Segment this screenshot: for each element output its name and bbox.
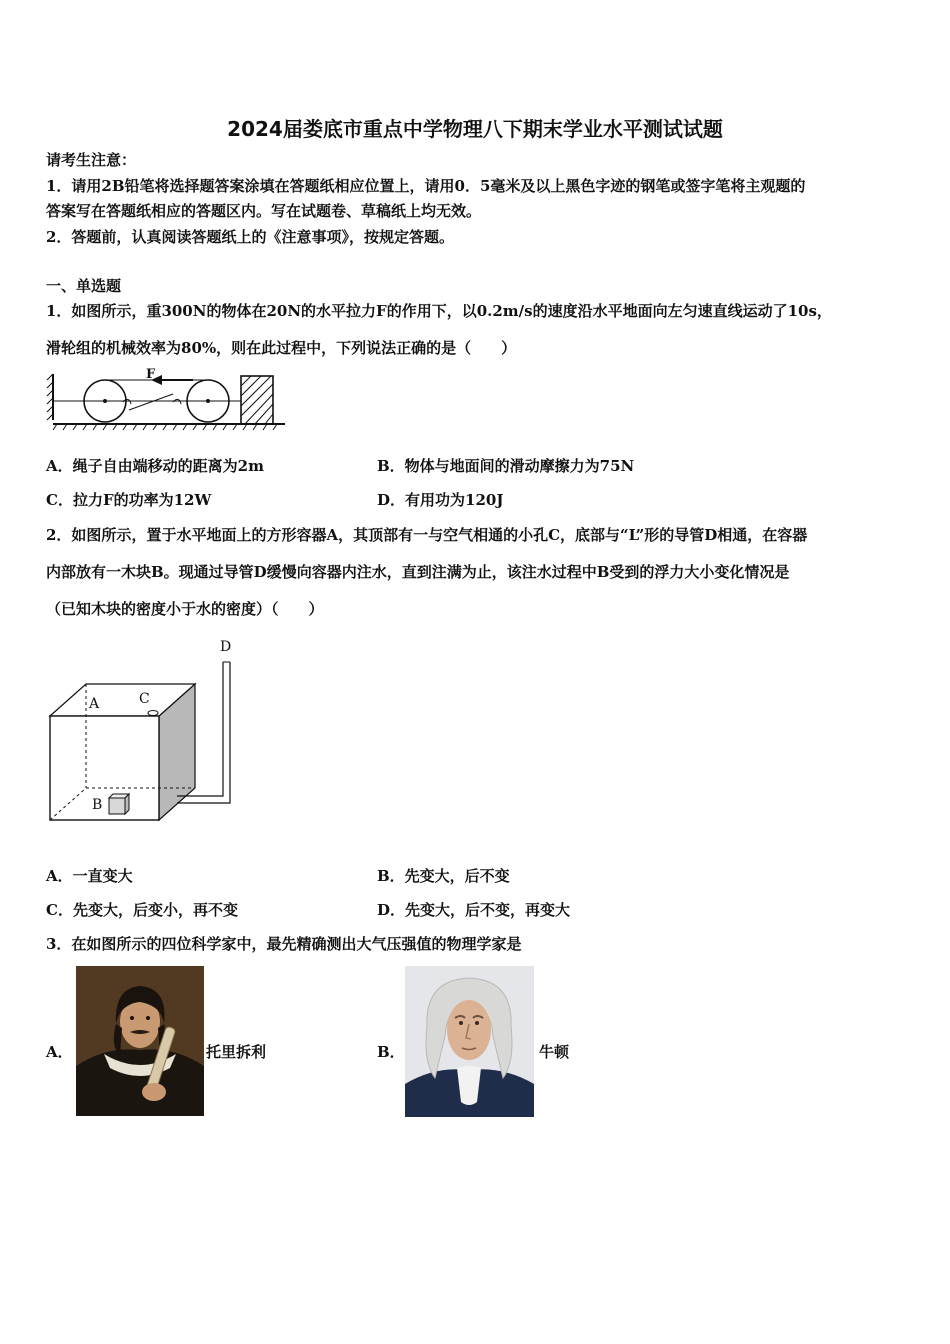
q2-stem-line-1: 2．如图所示，置于水平地面上的方形容器A，其顶部有一与空气相通的小孔C，底部与“L”形的导管D相通，在容器 — [46, 526, 808, 544]
q2-option-b[interactable]: B．先变大，后不变 — [377, 867, 510, 885]
notice-line-3: 2．答题前，认真阅读答题纸上的《注意事项》，按规定答题。 — [46, 228, 454, 246]
q1-option-c[interactable]: C．拉力F的功率为12W — [46, 491, 212, 509]
q1-stem-line-1: 1．如图所示，重300N的物体在20N的水平拉力F的作用下，以0.2m/s的速度沿水平地面向左匀速直线运动了10s， — [46, 302, 832, 320]
pulley-diagram — [45, 368, 290, 434]
q1-option-a[interactable]: A．绳子自由端移动的距离为2m — [46, 457, 264, 475]
notice-line-1: 1．请用2B铅笔将选择题答案涂填在答题纸相应位置上，请用0．5毫米及以上黑色字迹的钢笔或签字笔将主观题的 — [46, 177, 806, 195]
newton-portrait[interactable] — [405, 966, 534, 1117]
force-label: F — [146, 367, 156, 382]
q2-stem-line-2: 内部放有一木块B。现通过导管D缓慢向容器内注水，直到注满为止，该注水过程中B受到的浮力大小变化情况是 — [46, 563, 790, 581]
q2-option-c[interactable]: C．先变大，后变小，再不变 — [46, 901, 238, 919]
q3-option-a-name[interactable]: 托里拆利 — [206, 1043, 267, 1061]
page-title: 2024届娄底市重点中学物理八下期末学业水平测试试题 — [227, 117, 723, 141]
container-diagram — [45, 636, 245, 830]
q3-option-b-letter[interactable]: B． — [377, 1043, 405, 1061]
q1-stem-line-2: 滑轮组的机械效率为80%，则在此过程中，下列说法正确的是（ ） — [46, 339, 517, 357]
q3-stem: 3．在如图所示的四位科学家中，最先精确测出大气压强值的物理学家是 — [46, 935, 522, 953]
q3-option-b-name[interactable]: 牛顿 — [539, 1043, 570, 1061]
torricelli-portrait[interactable] — [76, 966, 204, 1116]
notice-line-2: 答案写在答题纸相应的答题区内。写在试题卷、草稿纸上均无效。 — [46, 202, 482, 220]
q2-option-a[interactable]: A．一直变大 — [46, 867, 133, 885]
label-d: D — [220, 639, 232, 655]
notice-heading: 请考生注意： — [46, 151, 137, 169]
q1-option-d[interactable]: D．有用功为120J — [377, 491, 504, 509]
q1-option-b[interactable]: B．物体与地面间的滑动摩擦力为75N — [377, 457, 635, 475]
label-b: B — [92, 797, 103, 813]
label-a: A — [89, 696, 100, 712]
q2-stem-line-3: （已知木块的密度小于水的密度）（ ） — [46, 600, 324, 618]
label-c: C — [139, 691, 150, 707]
q3-option-a-letter[interactable]: A． — [46, 1043, 73, 1061]
q2-option-d[interactable]: D．先变大，后不变，再变大 — [377, 901, 571, 919]
section-heading: 一、单选题 — [46, 277, 122, 295]
